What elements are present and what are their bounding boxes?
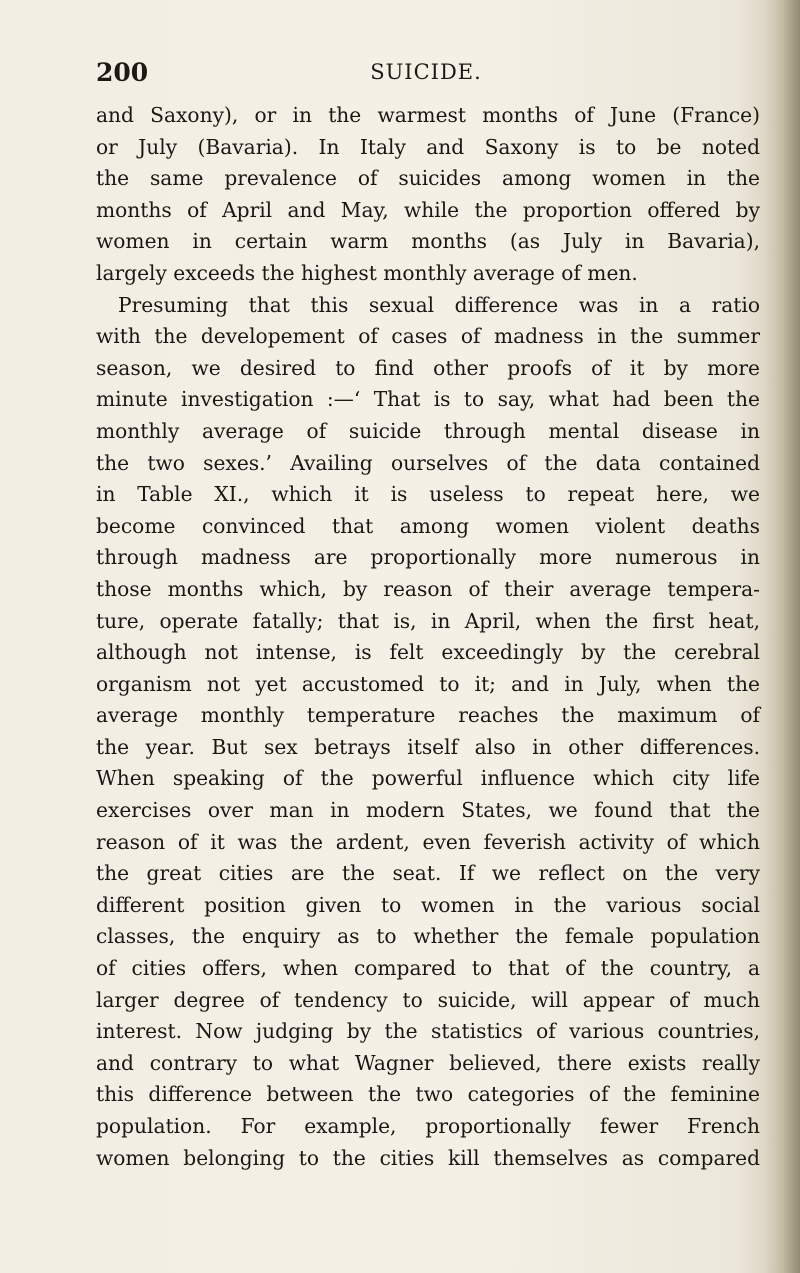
text-line: in Table XI., which it is useless to repeat here, we bbox=[96, 482, 760, 507]
text-line: through madness are proportionally more numerous in bbox=[96, 545, 760, 570]
text-line: minute investigation :—‘ That is to say, what had been the bbox=[96, 387, 760, 412]
text-line: ture, operate fatally; that is, in April, when the first heat, bbox=[96, 608, 760, 633]
text-line: the great cities are the seat. If we reflect on the very bbox=[96, 861, 760, 886]
text-line: although not intense, is felt exceedingly by the cerebral bbox=[96, 640, 760, 665]
text-line: women belonging to the cities kill themselves as compared bbox=[96, 1145, 760, 1170]
text-line: different position given to women in the various social bbox=[96, 892, 760, 917]
text-line: classes, the enquiry as to whether the female population bbox=[96, 924, 760, 949]
text-line: season, we desired to find other proofs of it by more bbox=[96, 355, 760, 380]
text-line: population. For example, proportionally fewer French bbox=[96, 1114, 760, 1138]
text-line: months of April and May, while the proportion offered by bbox=[96, 197, 760, 222]
text-line: largely exceeds the highest monthly average of men. bbox=[96, 260, 638, 285]
text-line: Presuming that this sexual difference was in a ratio bbox=[118, 292, 760, 317]
text-line: organism not yet accustomed to it; and in July, when the bbox=[96, 671, 760, 696]
text-line: reason of it was the ardent, even feverish activity of which bbox=[96, 829, 760, 854]
text-line: the two sexes.’ Availing ourselves of the data contained bbox=[96, 450, 760, 475]
text-line: larger degree of tendency to suicide, will appear of much bbox=[96, 987, 760, 1012]
text-line: women in certain warm months (as July in Bavaria), bbox=[96, 229, 760, 254]
page-header bbox=[96, 58, 756, 90]
page-edge-shadow bbox=[764, 0, 800, 1273]
text-line: average monthly temperature reaches the maximum of bbox=[96, 703, 760, 728]
page-number: 200 bbox=[96, 58, 149, 87]
text-line: When speaking of the powerful influence which city life bbox=[96, 766, 760, 791]
text-line: and Saxony), or in the warmest months of June (France) bbox=[96, 103, 760, 127]
text-line: of cities offers, when compared to that of the country, a bbox=[96, 956, 760, 981]
text-line: the same prevalence of suicides among women in the bbox=[96, 166, 760, 191]
running-head: SUICIDE. bbox=[370, 60, 482, 84]
text-line: interest. Now judging by the statistics of various countries, bbox=[96, 1019, 760, 1044]
text-line: monthly average of suicide through mental disease in bbox=[96, 418, 760, 443]
text-line: with the developement of cases of madness in the summer bbox=[96, 324, 760, 349]
text-line: exercises over man in modern States, we found that the bbox=[96, 798, 760, 823]
text-line: or July (Bavaria). In Italy and Saxony is to be noted bbox=[96, 134, 760, 159]
text-line: the year. But sex betrays itself also in other differences. bbox=[96, 734, 760, 759]
text-line: become convinced that among women violent deaths bbox=[96, 513, 760, 538]
text-line: those months which, by reason of their average tempera- bbox=[96, 576, 760, 601]
body-text bbox=[96, 100, 760, 1174]
text-line: this difference between the two categories of the feminine bbox=[96, 1082, 760, 1107]
text-line: and contrary to what Wagner believed, there exists really bbox=[96, 1050, 760, 1075]
